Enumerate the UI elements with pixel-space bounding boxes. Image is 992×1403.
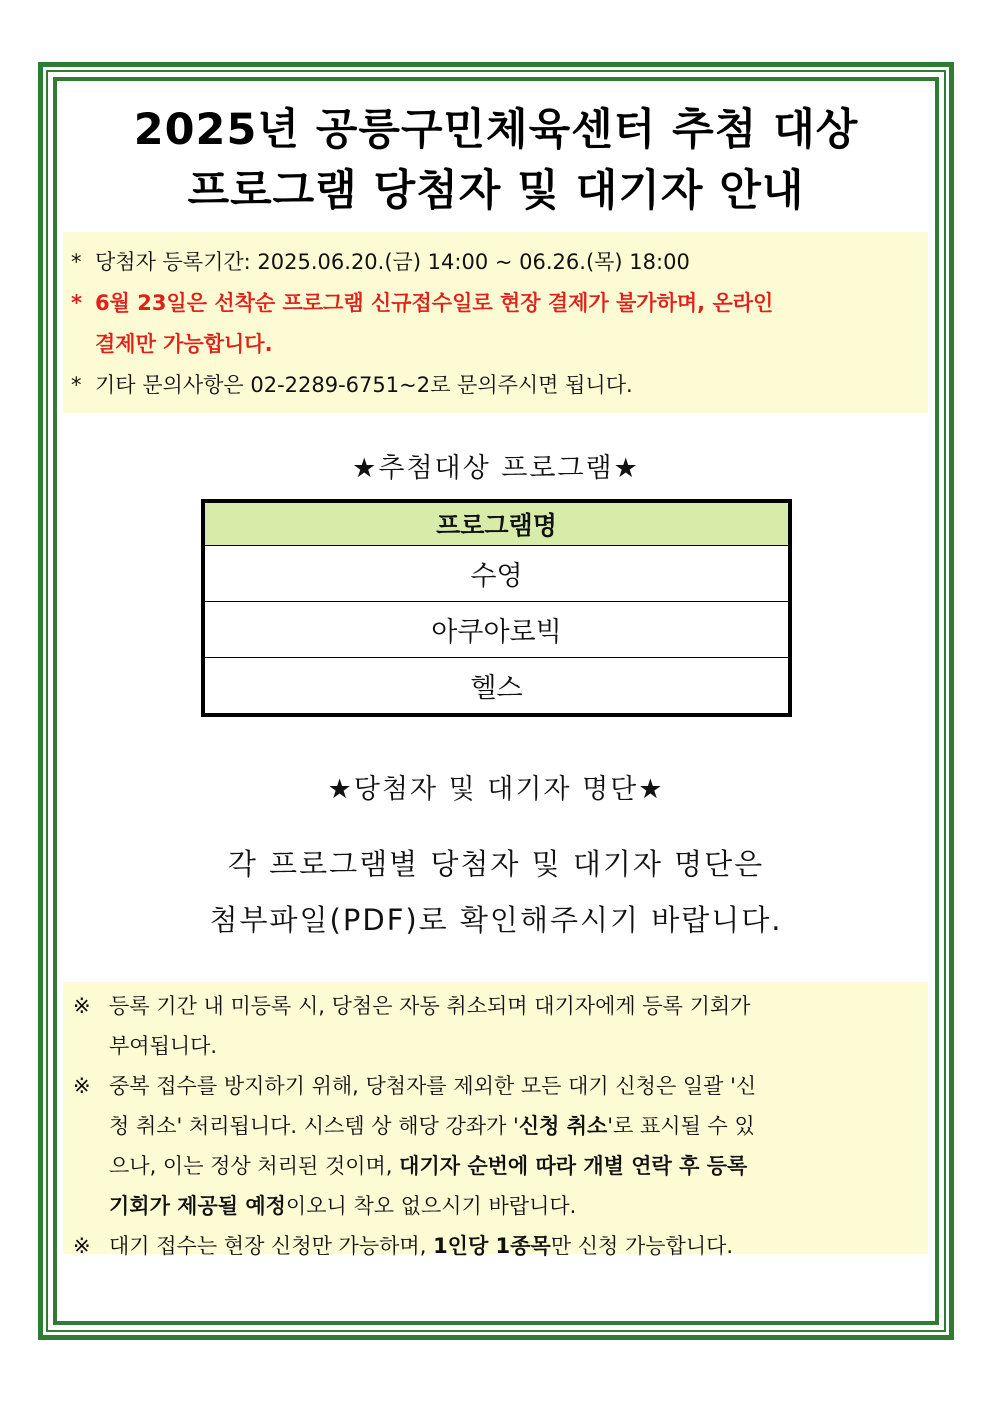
program-table [201,499,792,717]
payment-warning-line [71,283,922,324]
text: 으나, 이는 정상 처리된 것이며, [109,1154,400,1178]
page-title [60,100,932,222]
reference-mark: ※ [73,1074,91,1098]
results-message [0,836,992,948]
results-message-line-2: 첨부파일(PDF)로 확인해주시기 바랍니다. [209,903,783,937]
notice-item-3 [69,1226,922,1266]
bullet: * [71,373,82,397]
programs-heading: ★추첨대상 프로그램★ [352,453,640,484]
registration-period-line [71,242,922,283]
bullet: * [71,250,82,274]
text: 대기 접수는 현장 신청만 가능하며, [109,1234,434,1258]
table-row: 수영 [470,561,523,592]
notice-item-1-line-2: 부여됩니다. [109,1034,218,1058]
bullet: * [71,291,82,315]
notice-item-2 [69,1066,922,1226]
text: 청 취소' 처리됩니다. 시스템 상 해당 강좌가 ' [109,1114,519,1138]
table-row: 아쿠아로빅 [205,601,788,657]
title-line-1: 2025년 공릉구민체육센터 추첨 대상 [133,105,859,155]
results-message-line-1: 각 프로그램별 당첨자 및 대기자 명단은 [227,847,765,881]
text: 만 신청 가능합니다. [550,1234,734,1258]
results-heading: ★당첨자 및 대기자 명단★ [327,774,665,805]
notice-item-2-line-1: 중복 접수를 방지하기 위해, 당첨자를 제외한 모든 대기 신청은 일괄 '신 [109,1074,757,1098]
contact-info: 기타 문의사항은 02-2289-6751~2로 문의주시면 됩니다. [95,373,633,397]
title-line-2: 프로그램 당첨자 및 대기자 안내 [187,166,805,216]
text: '로 표시될 수 있 [607,1114,755,1138]
notice-item-2-line-3 [109,1146,922,1186]
notice-item-3-line-1 [109,1226,922,1266]
emphasis-text: 기회가 제공될 예정 [109,1194,286,1218]
reference-mark: ※ [73,994,91,1018]
payment-warning-2: 결제만 가능합니다. [95,332,273,356]
notice-item-2-line-2 [109,1106,922,1146]
cancel-status-text: 신청 취소 [518,1114,608,1138]
reference-mark: ※ [73,1234,91,1258]
emphasis-text: 대기자 순번에 따라 개별 연락 후 등록 [399,1154,748,1178]
table-header: 프로그램명 [205,503,788,546]
notice-item-2-line-4 [109,1186,922,1226]
payment-warning-1: 6월 23일은 선착순 프로그램 신규접수일로 현장 결제가 불가하며, 온라인 [95,291,774,315]
text: 이오니 착오 없으시기 바랍니다. [285,1194,577,1218]
contact-line [71,365,922,406]
notice-item-1 [69,986,922,1066]
notice-item-1-line-1: 등록 기간 내 미등록 시, 당첨은 자동 취소되며 대기자에게 등록 기회가 [109,994,751,1018]
emphasis-text: 1인당 1종목 [433,1234,551,1258]
top-notice-box [63,232,928,413]
registration-period: 당첨자 등록기간: 2025.06.20.(금) 14:00 ~ 06.26.(목) 18:00 [95,250,690,274]
table-row: 헬스 [205,657,788,713]
bottom-notice-box [63,982,928,1258]
